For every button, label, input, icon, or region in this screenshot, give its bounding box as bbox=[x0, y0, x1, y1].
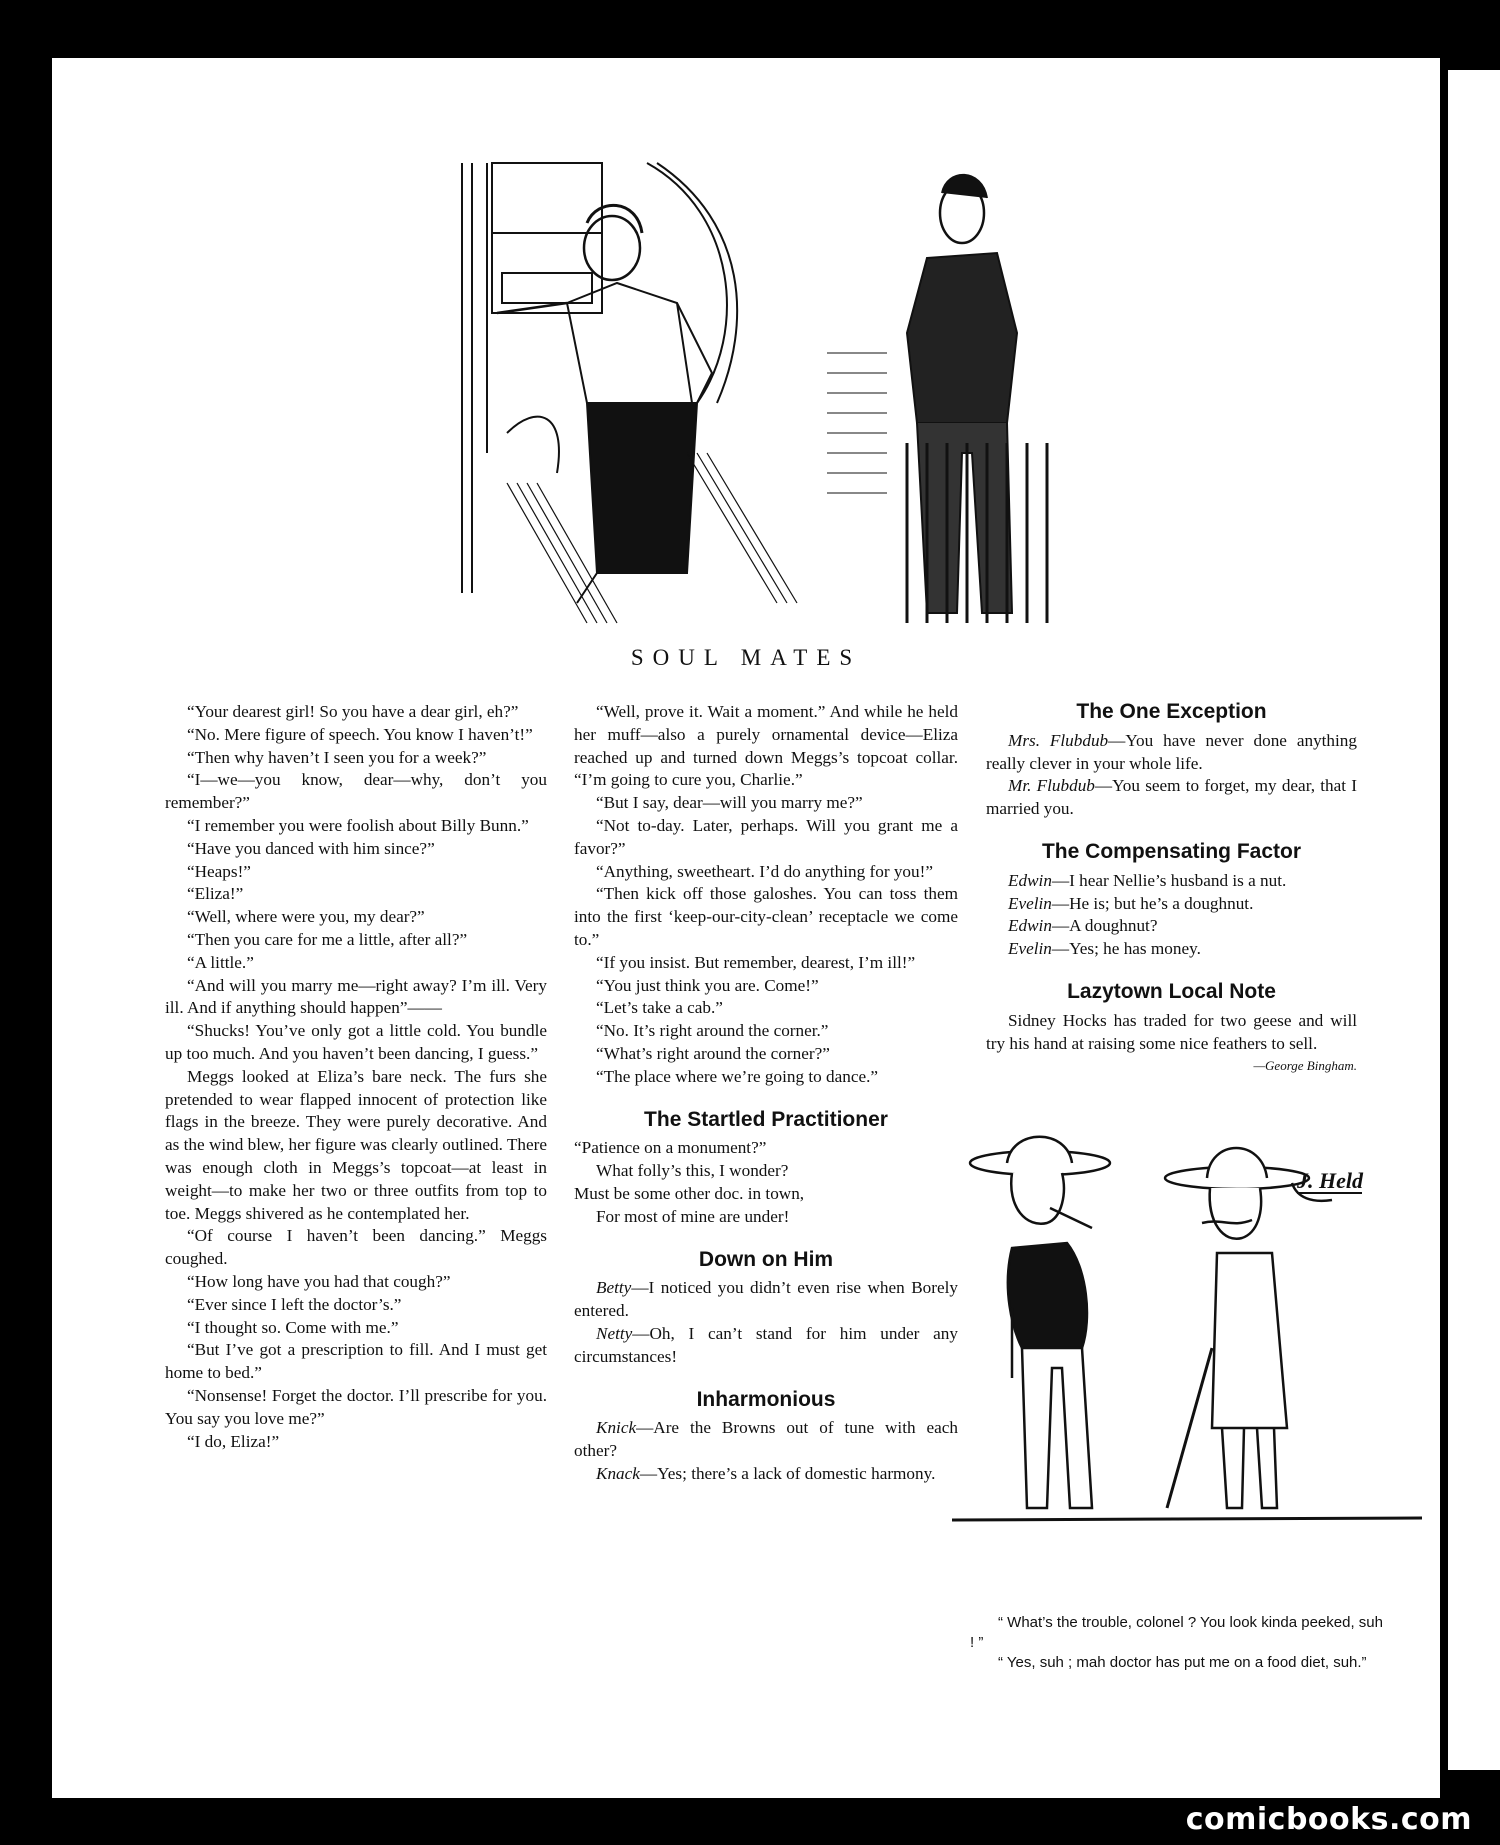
story-paragraph: “I do, Eliza!” bbox=[187, 1431, 280, 1451]
story-column-1 bbox=[165, 701, 547, 1453]
speaker-name: Edwin bbox=[1008, 916, 1052, 936]
story-paragraph: “You just think you are. Come!” bbox=[596, 975, 819, 995]
speaker-name: Netty bbox=[596, 1323, 633, 1343]
story-paragraph: “Then kick off those galoshes. You can toss them into the first ‘keep-our-city-clean’ receptacle we come to.” bbox=[574, 884, 958, 949]
story-paragraph: “Anything, sweetheart. I’d do anything for you!” bbox=[596, 861, 933, 881]
jokes-column bbox=[986, 701, 1357, 1078]
dialogue-text: —Yes; there’s a lack of domestic harmony. bbox=[639, 1463, 936, 1483]
story-paragraph: “Let’s take a cab.” bbox=[596, 998, 723, 1018]
dialogue-line bbox=[574, 1463, 958, 1486]
story-paragraph: “Heaps!” bbox=[187, 861, 251, 881]
story-paragraph: “I—we—you know, dear—why, don’t you remember?” bbox=[165, 770, 547, 813]
dialogue-line bbox=[986, 730, 1357, 776]
story-paragraph: “Nonsense! Forget the doctor. I’ll prescribe for you. You say you love me?” bbox=[165, 1385, 547, 1428]
dialogue-text: —You seem to forget, my dear, that I married you. bbox=[986, 776, 1358, 819]
inharmonious-heading: Inharmonious bbox=[696, 1387, 836, 1411]
story-paragraph: “Ever since I left the doctor’s.” bbox=[187, 1294, 402, 1314]
verse-line: What folly’s this, I wonder? bbox=[596, 1161, 789, 1181]
story-column-2 bbox=[574, 701, 958, 1486]
down-on-him-heading: Down on Him bbox=[698, 1247, 834, 1271]
lazytown-text: Sidney Hocks has traded for two geese and will try his hand at raising some nice feathers to sell. bbox=[986, 1010, 1357, 1053]
story-paragraph: “Then you care for me a little, after all?” bbox=[187, 929, 468, 949]
lazytown-heading: Lazytown Local Note bbox=[1067, 979, 1276, 1003]
compensating-factor-heading: The Compensating Factor bbox=[1041, 839, 1302, 863]
artist-signature: J. Held bbox=[1297, 1168, 1363, 1193]
cartoon-caption bbox=[970, 1613, 1390, 1673]
story-paragraph: “Then why haven’t I seen you for a week?” bbox=[187, 747, 487, 767]
magazine-page bbox=[52, 58, 1440, 1798]
adjacent-page-edge bbox=[1448, 70, 1500, 1770]
one-exception-heading: The One Exception bbox=[1076, 700, 1267, 723]
dialogue-line bbox=[986, 870, 1357, 893]
startled-practitioner-heading: The Startled Practitioner bbox=[644, 1107, 888, 1131]
caption-line: “ Yes, suh ; mah doctor has put me on a food diet, suh.” bbox=[998, 1654, 1367, 1671]
verse-line: For most of mine are under! bbox=[596, 1206, 790, 1226]
story-paragraph: “If you insist. But remember, dearest, I’m ill!” bbox=[596, 952, 916, 972]
dialogue-text: —I hear Nellie’s husband is a nut. bbox=[1051, 870, 1287, 890]
dialogue-line bbox=[574, 1323, 958, 1369]
story-paragraph: “What’s right around the corner?” bbox=[596, 1043, 830, 1063]
story-paragraph: “I remember you were foolish about Billy Bunn.” bbox=[187, 815, 529, 835]
story-paragraph: “No. Mere figure of speech. You know I haven’t!” bbox=[187, 724, 533, 744]
speaker-name: Evelin bbox=[1008, 939, 1052, 959]
speaker-name: Betty bbox=[596, 1278, 632, 1298]
story-paragraph: “No. It’s right around the corner.” bbox=[596, 1021, 829, 1041]
story-paragraph: “Not to-day. Later, perhaps. Will you grant me a favor?” bbox=[574, 815, 958, 858]
illustration-title: SOUL MATES bbox=[630, 645, 862, 670]
dialogue-line bbox=[986, 893, 1357, 916]
speaker-name: Knack bbox=[596, 1463, 640, 1483]
speaker-name: Edwin bbox=[1008, 870, 1052, 890]
story-paragraph: “Have you danced with him since?” bbox=[187, 838, 435, 858]
soul-mates-illustration bbox=[447, 153, 1107, 653]
story-paragraph: “And will you marry me—right away? I’m ill. Very ill. And if anything should happen”—— bbox=[165, 975, 547, 1018]
story-paragraph: “Well, where were you, my dear?” bbox=[187, 907, 425, 927]
speaker-name: Mr. Flubdub bbox=[1008, 776, 1095, 796]
story-paragraph: “I thought so. Come with me.” bbox=[187, 1317, 399, 1337]
story-paragraph: “Your dearest girl! So you have a dear girl, eh?” bbox=[187, 702, 519, 721]
colonels-cartoon bbox=[952, 1128, 1422, 1598]
speaker-name: Mrs. Flubdub bbox=[1008, 730, 1109, 750]
dialogue-text: —You have never done anything really clever in your whole life. bbox=[986, 730, 1357, 773]
dialogue-line bbox=[574, 1277, 958, 1323]
story-paragraph: “Shucks! You’ve only got a little cold. You bundle up too much. And you haven’t been dancing, I guess.” bbox=[165, 1021, 547, 1063]
startled-practitioner-verse bbox=[574, 1137, 958, 1228]
story-paragraph: “Eliza!” bbox=[187, 884, 244, 904]
speaker-name: Knick bbox=[596, 1418, 637, 1438]
story-paragraph: Meggs looked at Eliza’s bare neck. The furs she pretended to wear flapped innocent of protection like flags in the breeze. They were purely decorative. And as the wind blew, her figure was clearly outlined. There was enough cloth in Meggs’s topcoat—at least in weight—to make her two or three outfits from top to toe. Meggs shivered as he contemplated her. bbox=[165, 1066, 547, 1223]
dialogue-text: —I noticed you didn’t even rise when Borely entered. bbox=[574, 1278, 958, 1321]
story-paragraph: “Of course I haven’t been dancing.” Meggs coughed. bbox=[165, 1226, 547, 1269]
dialogue-line bbox=[986, 775, 1357, 821]
story-paragraph: “But I’ve got a prescription to fill. And I must get home to bed.” bbox=[165, 1340, 547, 1383]
story-paragraph: “The place where we’re going to dance.” bbox=[596, 1066, 879, 1086]
dialogue-text: —Yes; he has money. bbox=[1051, 939, 1201, 959]
dialogue-text: —A doughnut? bbox=[1051, 916, 1158, 936]
site-watermark: comicbooks.com bbox=[1185, 1802, 1472, 1837]
dialogue-text: —Oh, I can’t stand for him under any circumstances! bbox=[574, 1323, 958, 1366]
story-paragraph: “How long have you had that cough?” bbox=[187, 1271, 451, 1291]
verse-line: “Patience on a monument?” bbox=[574, 1138, 767, 1158]
dialogue-line bbox=[986, 938, 1357, 961]
story-paragraph: “A little.” bbox=[187, 952, 254, 972]
dialogue-text: —He is; but he’s a doughnut. bbox=[1051, 893, 1254, 913]
dialogue-line bbox=[986, 915, 1357, 938]
dialogue-text: —Are the Browns out of tune with each other? bbox=[574, 1418, 958, 1461]
author-signature: —George Bingham. bbox=[1253, 1058, 1357, 1074]
dialogue-line bbox=[574, 1417, 958, 1463]
caption-line: “ What’s the trouble, colonel ? You look kinda peeked, suh ! ” bbox=[970, 1614, 1383, 1651]
story-paragraph: “Well, prove it. Wait a moment.” And while he held her muff—also a purely ornamental device—Eliza reached up and turned down Meggs’s topcoat collar. “I’m going to cure you, Charlie.” bbox=[574, 702, 958, 790]
verse-line: Must be some other doc. in town, bbox=[574, 1183, 805, 1203]
speaker-name: Evelin bbox=[1008, 893, 1052, 913]
story-paragraph: “But I say, dear—will you marry me?” bbox=[596, 793, 863, 813]
